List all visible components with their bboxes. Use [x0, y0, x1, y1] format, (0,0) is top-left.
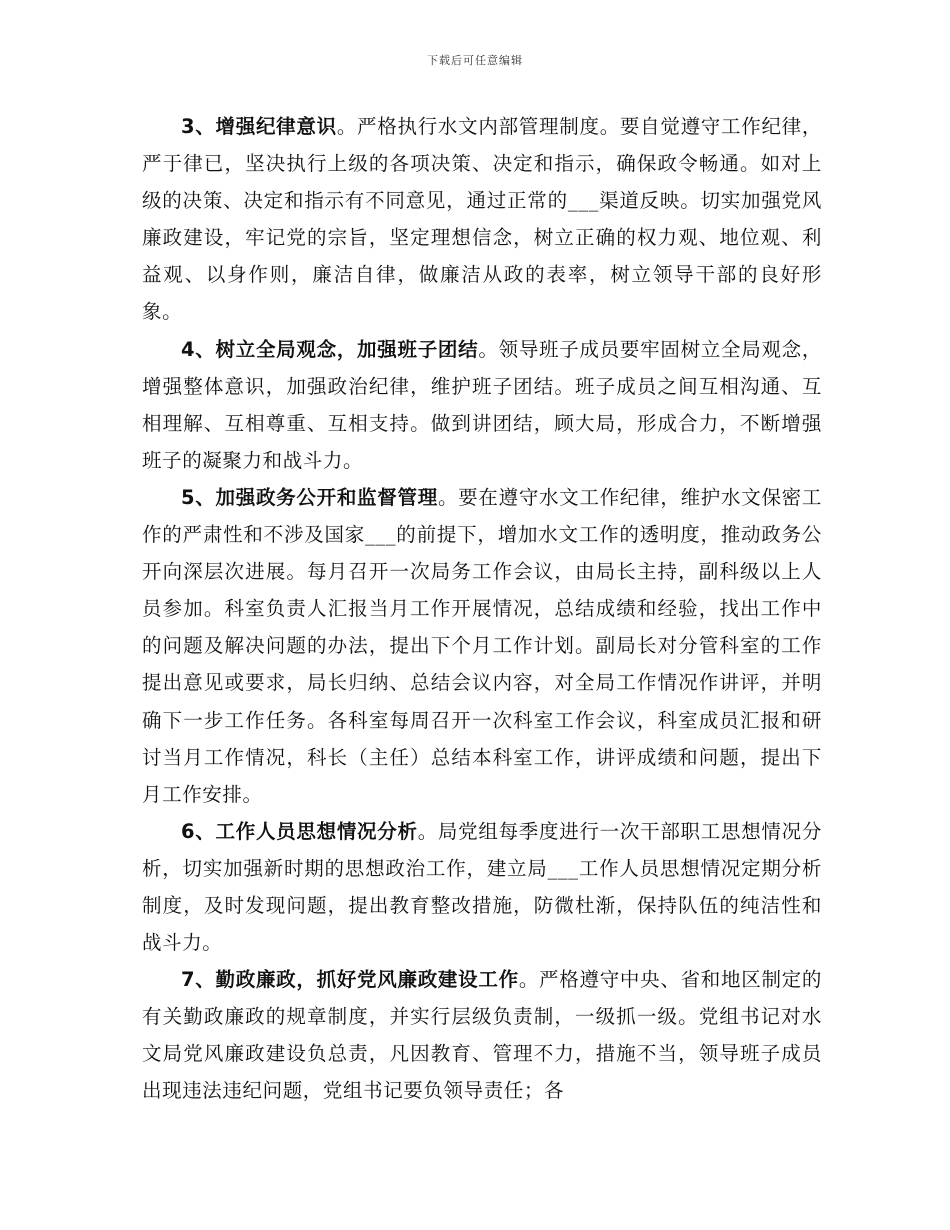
paragraph-transparency	[142, 479, 822, 813]
paragraph-heading: 4、树立全局观念，加强班子团结	[181, 337, 479, 361]
paragraph-unity	[142, 331, 822, 479]
paragraph-discipline	[142, 108, 822, 331]
document-body	[142, 108, 822, 1110]
paragraph-text: 。领导班子成员要牢固树立全局观念，增强整体意识，加强政治纪律，维护班子团结。班子成员之间互相沟通、互相理解、互相尊重、互相支持。做到讲团结，顾大局，形成合力，不断增强班子的凝聚力和战斗力。	[142, 337, 822, 472]
paragraph-integrity	[142, 961, 822, 1109]
paragraph-text: 。严格遵守中央、省和地区制定的有关勤政廉政的规章制度，并实行层级负责制，一级抓一级。党组书记对水文局党风廉政建设负总责，凡因教育、管理不力，措施不当，领导班子成员出现违法违纪问题，党组书记要负领导责任；各	[142, 968, 822, 1103]
page-header-note: 下载后可任意编辑	[427, 54, 523, 67]
paragraph-text: 。严格执行水文内部管理制度。要自觉遵守工作纪律，严于律已，坚决执行上级的各项决策、决定和指示，确保政令畅通。如对上级的决策、决定和指示有不同意见，通过正常的___渠道反映。切实加强党风廉政建设，牢记党的宗旨，坚定理想信念，树立正确的权力观、地位观、利益观、以身作则，廉洁自律，做廉洁从政的表率，树立领导干部的良好形象。	[142, 115, 822, 324]
paragraph-text: 。局党组每季度进行一次干部职工思想情况分析，切实加强新时期的思想政治工作，建立局___工作人员思想情况定期分析制度，及时发现问题，提出教育整改措施，防微杜渐，保持队伍的纯洁性和战斗力。	[142, 819, 822, 955]
paragraph-text: 。要在遵守水文工作纪律，维护水文保密工作的严肃性和不涉及国家___的前提下，增加水文工作的透明度，推动政务公开向深层次进展。每月召开一次局务工作会议，由局长主持，副科级以上人员参加。科室负责人汇报当月工作开展情况，总结成绩和经验，找出工作中的问题及解决问题的办法，提出下个月工作计划。副局长对分管科室的工作提出意见或要求，局长归纳、总结会议内容，对全局工作情况作讲评，并明确下一步工作任务。各科室每周召开一次科室工作会议，科室成员汇报和研讨当月工作情况，科长（主任）总结本科室工作，讲评成绩和问题，提出下月工作安排。	[142, 485, 822, 806]
paragraph-heading: 5、加强政务公开和监督管理	[181, 485, 438, 509]
paragraph-heading: 7、勤政廉政，抓好党风廉政建设工作	[181, 968, 519, 992]
paragraph-heading: 3、增强纪律意识	[181, 115, 337, 138]
paragraph-heading: 6、工作人员思想情况分析	[181, 819, 418, 843]
paragraph-analysis	[142, 813, 822, 961]
